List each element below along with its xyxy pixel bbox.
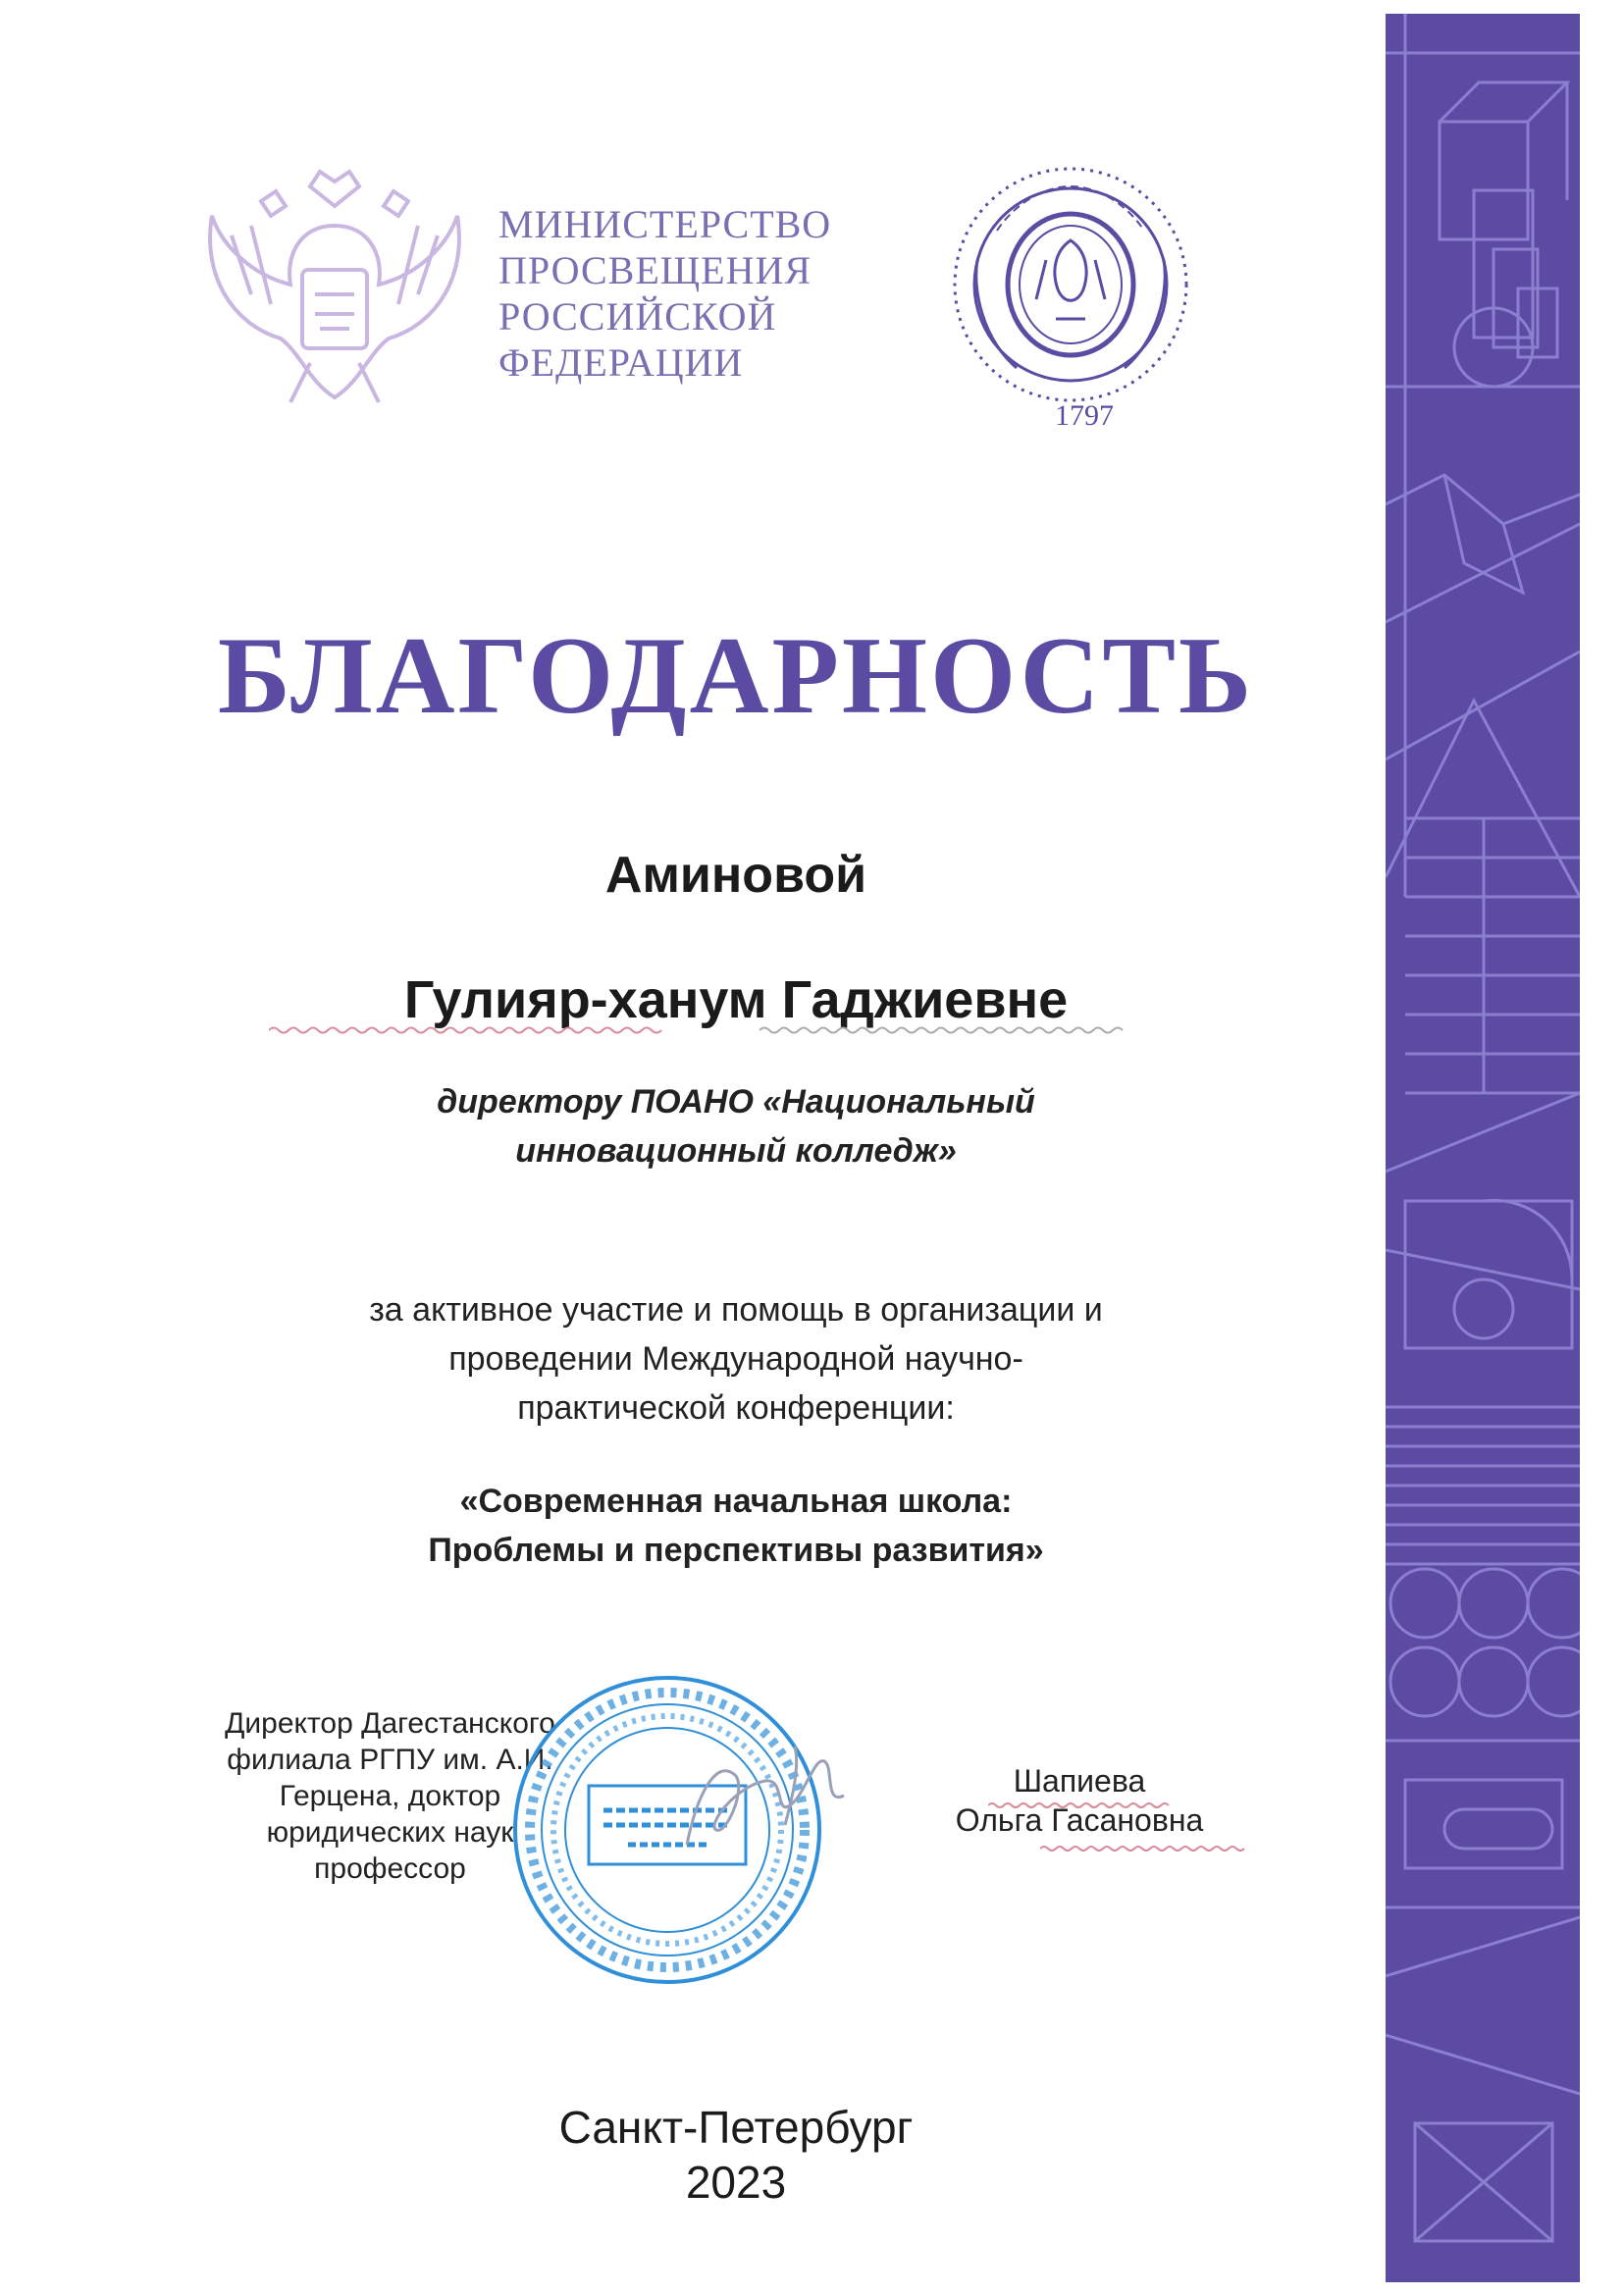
signer-title-line: Директор Дагестанского [225, 1707, 555, 1740]
conference-line: Проблемы и перспективы развития» [428, 1532, 1044, 1569]
ministry-line: РОССИЙСКОЙ [498, 294, 777, 339]
award-reason [245, 1285, 1227, 1433]
recipient-name: Гулияр-ханум Гаджиевне [403, 970, 1069, 1029]
recipient-surname: Аминовой [604, 847, 867, 904]
issue-city: Санкт-Петербург [558, 2102, 914, 2153]
signer-name [903, 1761, 1256, 1840]
issue-place-date [393, 2100, 1079, 2210]
reason-line: проведении Международной научно- [448, 1340, 1023, 1378]
ministry-name [498, 201, 911, 386]
ministry-line: ПРОСВЕЩЕНИЯ [498, 248, 812, 292]
signer-title-line: филиала РГПУ им. А.И. [227, 1744, 553, 1776]
certificate-title: БЛАГОДАРНОСТЬ [217, 615, 1255, 737]
signer-name-line: Шапиева [1013, 1763, 1146, 1799]
signer-title-line: юридических наук [266, 1816, 514, 1849]
conference-line: «Современная начальная школа: [459, 1483, 1013, 1520]
spellcheck-underline [988, 1801, 1175, 1809]
ministry-line: МИНИСТЕРСТВО [498, 202, 832, 246]
issue-year: 2023 [685, 2157, 787, 2208]
signer-name-line: Ольга Гасановна [955, 1802, 1204, 1838]
reason-line: за активное участие и помощь в организации и [369, 1291, 1103, 1329]
signer-title-line: профессор [314, 1852, 466, 1885]
handwritten-signature-icon [677, 1737, 854, 1864]
spellcheck-underline [269, 1025, 1132, 1035]
recipient-position [245, 1077, 1227, 1175]
ministry-line: ФЕДЕРАЦИИ [498, 340, 744, 385]
reason-line: практической конференции: [517, 1389, 955, 1427]
seal-year: 1797 [1055, 399, 1114, 432]
university-seal-icon [938, 142, 1203, 437]
decorative-band [1386, 14, 1580, 2282]
state-emblem-icon [192, 167, 477, 412]
position-line: инновационный колледж» [515, 1132, 957, 1170]
spellcheck-underline [1040, 1845, 1246, 1852]
position-line: директору ПОАНО «Национальный [437, 1083, 1035, 1121]
geometric-pattern [1386, 14, 1580, 2282]
signer-title-line: Герцена, доктор [279, 1780, 501, 1812]
conference-title [245, 1477, 1227, 1575]
